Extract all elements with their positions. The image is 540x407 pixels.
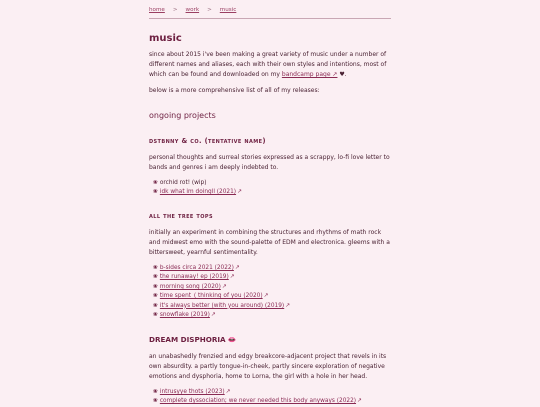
release-item[interactable]	[153, 388, 362, 397]
external-link-icon: ↗	[229, 274, 235, 281]
breadcrumb-home-link[interactable]: home	[149, 7, 165, 13]
project-title-text: DREAM DISPHORIA	[149, 335, 226, 344]
release-item[interactable]	[153, 188, 242, 197]
release-link[interactable]: idk what im doingll (2021)	[159, 189, 237, 196]
release-item[interactable]	[153, 264, 290, 273]
release-item[interactable]	[153, 292, 290, 301]
breadcrumb	[149, 7, 236, 13]
flower-bullet-icon: ❀	[153, 265, 158, 271]
project-description-dstbnny: personal thoughts and surreal stories expressed as a scrappy, lo-fi love letter to bands and genres i am deeply indebted to.	[149, 154, 390, 171]
flower-bullet-icon: ❀	[153, 293, 158, 300]
flower-bullet-icon: ❀	[153, 274, 158, 281]
external-link-icon: ↗	[285, 302, 291, 309]
release-list-dstbnny	[153, 179, 242, 198]
release-list-dream-disphoria	[153, 388, 362, 407]
release-link[interactable]: complete dyssociation; we never needed this body anyways (2022)	[159, 398, 357, 405]
release-item[interactable]	[153, 283, 290, 292]
project-description-all-the-tree-tops: initially an experiment in combining the structures and rhythms of math rock and midwest emo with the sound-palette of EDM and electronica. gleems with a bittersweet, yearnful sentimentality.	[149, 229, 390, 256]
release-link[interactable]: the runaway! ep (2019)	[159, 274, 229, 281]
release-link[interactable]: b-sides circa 2021 (2022)	[159, 265, 234, 271]
header-divider	[149, 18, 391, 19]
flower-bullet-icon: ❀	[153, 312, 158, 319]
external-link-icon: ↗	[225, 389, 231, 395]
release-item[interactable]	[153, 302, 290, 311]
intro-text: since about 2015 i've been making a great variety of music under a number of different names and aliases, each with their own styles and intentions, most of which can be found and downloaded on my	[149, 51, 387, 78]
bandcamp-link[interactable]: bandcamp page ↗	[281, 71, 338, 78]
release-item	[153, 179, 242, 188]
flower-bullet-icon: ❀	[153, 283, 158, 290]
external-link-icon: ↗	[221, 283, 227, 290]
breadcrumb-work-link[interactable]: work	[185, 7, 200, 13]
external-link-icon: ↗	[234, 265, 240, 271]
breadcrumb-separator: >	[172, 7, 178, 13]
project-title-dstbnny: dstbnny & co. (tentative name)	[149, 137, 266, 145]
section-title-ongoing-projects: ongoing projects	[149, 111, 216, 120]
release-item[interactable]	[153, 311, 290, 320]
external-link-icon: ↗	[210, 312, 216, 319]
external-link-icon: ↗	[237, 189, 242, 196]
flower-bullet-icon: ❀	[153, 189, 158, 196]
flower-bullet-icon: ❀	[153, 180, 158, 186]
project-title-dream-disphoria	[149, 335, 236, 344]
flower-bullet-icon: ❀	[153, 398, 158, 405]
release-link[interactable]: morning song (2020)	[159, 283, 221, 290]
external-link-icon: ↗	[357, 398, 362, 405]
intro-text-end: ♥.	[337, 71, 347, 78]
release-link[interactable]: snowflake (2019)	[159, 312, 210, 319]
release-title: orchid rot! (wip)	[159, 180, 207, 186]
release-link[interactable]: it's always better (with you around) (2019)	[159, 302, 285, 309]
release-link[interactable]: time spent_( thinking of you (2020)	[159, 293, 263, 300]
intro-paragraph	[149, 50, 391, 80]
release-item[interactable]	[153, 397, 362, 406]
project-title-all-the-tree-tops: all the tree tops	[149, 212, 213, 220]
breadcrumb-music-link[interactable]: music	[219, 7, 237, 13]
release-link[interactable]: intrusyye thots (2023)	[159, 389, 225, 395]
release-list-all-the-tree-tops	[153, 264, 290, 320]
external-link-icon: ↗	[263, 293, 269, 300]
breadcrumb-separator: >	[207, 7, 212, 13]
lips-icon: 👄	[227, 336, 237, 344]
page-title: music	[149, 33, 182, 44]
release-item[interactable]	[153, 273, 290, 282]
project-description-dream-disphoria: an unabashedly frenzied and edgy breakcore-adjacent project that revels in its own absurdity. a partly tongue-in-cheek, partly sincere exploration of negative emotions and dysphoria, home to Lorna, the girl with a hole in her head.	[149, 353, 387, 380]
list-intro: below is a more comprehensive list of all of my releases:	[149, 87, 320, 94]
flower-bullet-icon: ❀	[153, 389, 158, 395]
flower-bullet-icon: ❀	[153, 302, 158, 309]
